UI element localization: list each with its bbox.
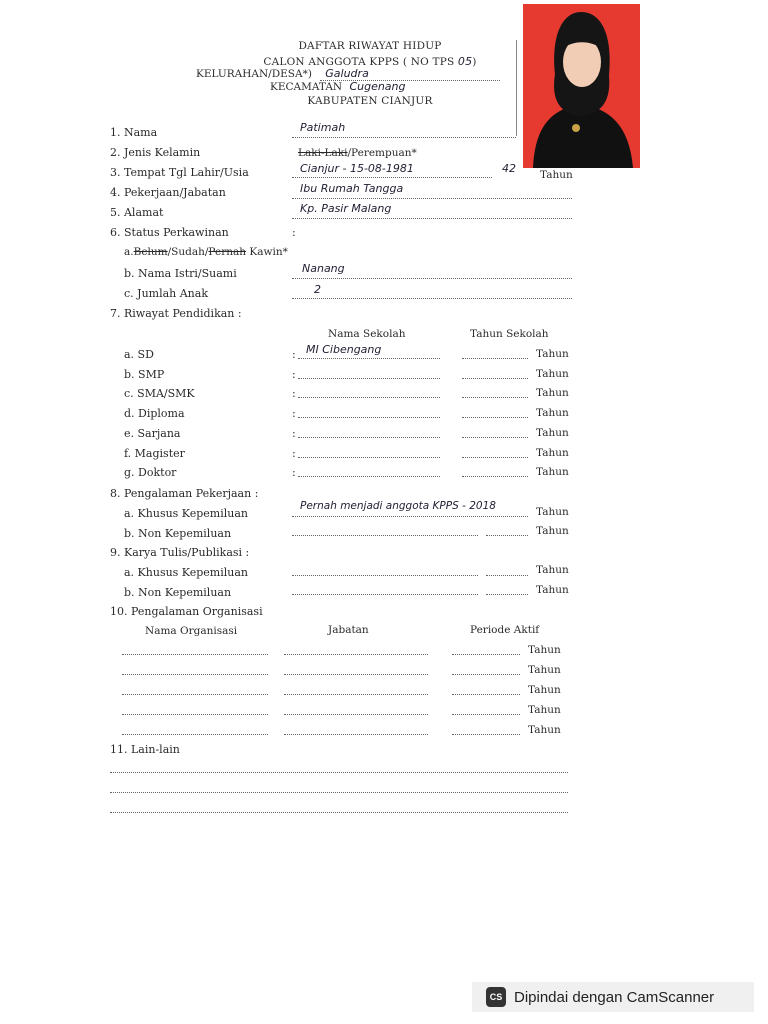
pendidikan-row-year-dots — [462, 437, 528, 438]
kelurahan-label: KELURAHAN/DESA*) — [196, 68, 312, 80]
karya-b-unit: Tahun — [536, 584, 569, 596]
organisasi-row-dots-1 — [122, 674, 268, 675]
pengalaman-b-label: b. Non Kepemiluan — [124, 527, 232, 540]
col-nama-organisasi: Nama Organisasi — [145, 625, 238, 637]
camscanner-logo-icon: CS — [486, 987, 506, 1007]
laki-laki-struck: Laki-Laki — [298, 147, 348, 159]
organisasi-row-unit: Tahun — [528, 664, 561, 676]
pendidikan-row-dots — [298, 457, 440, 458]
pendidikan-row-year-dots — [462, 397, 528, 398]
pengalaman-a-unit: Tahun — [536, 506, 569, 518]
pendidikan-row-dots — [298, 437, 440, 438]
pendidikan-row-year-dots — [462, 476, 528, 477]
pengalaman-a-label: a. Khusus Kepemiluan — [124, 507, 248, 520]
pendidikan-row-colon: : — [292, 407, 296, 420]
karya-a-dots — [292, 575, 478, 576]
usia-unit: Tahun — [540, 169, 573, 181]
pendidikan-row-dots — [298, 476, 440, 477]
pendidikan-row-label: e. Sarjana — [124, 427, 181, 440]
organisasi-row-dots-2 — [284, 734, 428, 735]
lain-line-2 — [110, 792, 568, 793]
sudah-text: /Sudah/ — [167, 246, 209, 258]
photo-portrait — [523, 4, 640, 168]
alamat-dots — [292, 218, 572, 219]
pendidikan-row-year-dots — [462, 358, 528, 359]
photo-border-line — [516, 40, 517, 136]
pendidikan-row-unit: Tahun — [536, 427, 569, 439]
organisasi-row-dots-2 — [284, 654, 428, 655]
organisasi-row-dots-1 — [122, 654, 268, 655]
status-a — [124, 246, 288, 258]
karya-a-unit: Tahun — [536, 564, 569, 576]
title-line2-end: ) — [472, 56, 477, 68]
pendidikan-row-colon: : — [292, 447, 296, 460]
jenis-kelamin-label: 2. Jenis Kelamin — [110, 146, 201, 159]
jenis-kelamin-value — [298, 147, 417, 159]
pendidikan-row-label: d. Diploma — [124, 407, 185, 420]
nama-label: 1. Nama — [110, 126, 158, 139]
pendidikan-row-label: g. Doktor — [124, 466, 177, 479]
title-line4 — [270, 80, 406, 93]
pengalaman-a-value: Pernah menjadi anggota KPPS - 2018 — [300, 500, 496, 512]
organisasi-row-unit: Tahun — [528, 724, 561, 736]
tps-number: 05 — [457, 55, 473, 68]
pendidikan-row-unit: Tahun — [536, 348, 569, 360]
pendidikan-row-dots — [298, 397, 440, 398]
istri-suami-dots — [292, 278, 572, 279]
pendidikan-row-label: c. SMA/SMK — [124, 387, 195, 400]
karya-a-dots2 — [486, 575, 528, 576]
lain-label: 11. Lain-lain — [110, 743, 180, 756]
organisasi-label: 10. Pengalaman Organisasi — [110, 605, 263, 618]
pendidikan-row-label: b. SMP — [124, 368, 165, 381]
pendidikan-row-label: a. SD — [124, 348, 154, 361]
belum-struck: Belum — [133, 246, 168, 258]
pendidikan-row-year-dots — [462, 457, 528, 458]
pengalaman-b-dots2 — [486, 535, 528, 536]
pendidikan-row-colon: : — [292, 466, 296, 479]
desa-value: Galudra — [325, 67, 369, 80]
col-jabatan: Jabatan — [328, 624, 369, 636]
organisasi-row-dots-3 — [452, 734, 520, 735]
organisasi-row-dots-3 — [452, 654, 520, 655]
pengalaman-b-unit: Tahun — [536, 525, 569, 537]
ttl-value: Cianjur - 15-08-1981 — [300, 162, 414, 175]
pernah-struck: Pernah — [208, 246, 247, 258]
organisasi-row-dots-3 — [452, 714, 520, 715]
status-label: 6. Status Perkawinan — [110, 226, 229, 239]
pendidikan-row-colon: : — [292, 427, 296, 440]
pendidikan-label: 7. Riwayat Pendidikan : — [110, 307, 242, 320]
pendidikan-row-dots — [298, 358, 440, 359]
kecamatan-label: KECAMATAN — [270, 81, 343, 93]
karya-b-dots2 — [486, 594, 528, 595]
organisasi-row-unit: Tahun — [528, 684, 561, 696]
pendidikan-row-dots — [298, 378, 440, 379]
usia-value: 42 — [502, 162, 516, 175]
pendidikan-row-unit: Tahun — [536, 447, 569, 459]
pekerjaan-label: 4. Pekerjaan/Jabatan — [110, 186, 226, 199]
pendidikan-row-colon: : — [292, 368, 296, 381]
ttl-dots — [292, 177, 492, 178]
jumlah-anak-dots — [292, 298, 572, 299]
pendidikan-row-colon: : — [292, 348, 296, 361]
col-tahun-sekolah: Tahun Sekolah — [470, 328, 549, 340]
col-periode: Periode Aktif — [470, 624, 540, 636]
karya-b-label: b. Non Kepemiluan — [124, 586, 232, 599]
karya-a-label: a. Khusus Kepemiluan — [124, 566, 248, 579]
organisasi-row-dots-1 — [122, 734, 268, 735]
perempuan-text: /Perempuan* — [347, 147, 417, 159]
ttl-label: 3. Tempat Tgl Lahir/Usia — [110, 166, 249, 179]
pendidikan-row-dots — [298, 417, 440, 418]
pendidikan-row-unit: Tahun — [536, 387, 569, 399]
status-colon: : — [292, 226, 296, 239]
pendidikan-row-unit: Tahun — [536, 466, 569, 478]
pendidikan-row-year-dots — [462, 417, 528, 418]
lain-line-1 — [110, 772, 568, 773]
kawin-text: Kawin* — [246, 246, 288, 258]
alamat-label: 5. Alamat — [110, 206, 164, 219]
pendidikan-row-unit: Tahun — [536, 407, 569, 419]
pekerjaan-value: Ibu Rumah Tangga — [300, 182, 404, 195]
pendidikan-row-label: f. Magister — [124, 447, 185, 460]
pengalaman-label: 8. Pengalaman Pekerjaan : — [110, 487, 259, 500]
nama-value: Patimah — [300, 121, 346, 134]
kecamatan-value: Cugenang — [349, 80, 406, 93]
organisasi-row-dots-2 — [284, 674, 428, 675]
organisasi-row-dots-3 — [452, 694, 520, 695]
karya-label: 9. Karya Tulis/Publikasi : — [110, 546, 250, 559]
pendidikan-row-year-dots — [462, 378, 528, 379]
pendidikan-row-colon: : — [292, 387, 296, 400]
lain-line-3 — [110, 812, 568, 813]
col-nama-sekolah: Nama Sekolah — [328, 328, 406, 340]
alamat-value: Kp. Pasir Malang — [300, 202, 392, 215]
organisasi-row-dots-3 — [452, 674, 520, 675]
jumlah-anak-label: c. Jumlah Anak — [124, 287, 208, 300]
istri-suami-label: b. Nama Istri/Suami — [124, 267, 237, 280]
organisasi-row-dots-2 — [284, 714, 428, 715]
title-line2-text: CALON ANGGOTA KPPS ( NO TPS — [263, 56, 458, 68]
camscanner-watermark — [472, 982, 754, 1012]
pendidikan-row-unit: Tahun — [536, 368, 569, 380]
camscanner-text: Dipindai dengan CamScanner — [514, 988, 715, 1006]
title-line3 — [196, 67, 369, 80]
istri-suami-value: Nanang — [302, 262, 345, 275]
organisasi-row-dots-2 — [284, 694, 428, 695]
organisasi-row-dots-1 — [122, 694, 268, 695]
pekerjaan-dots — [292, 198, 572, 199]
title-line1: DAFTAR RIWAYAT HIDUP — [298, 40, 442, 52]
status-a-prefix: a. — [124, 246, 134, 258]
organisasi-row-dots-1 — [122, 714, 268, 715]
karya-b-dots — [292, 594, 478, 595]
nama-dots — [292, 137, 516, 138]
pendidikan-row-value: MI Cibengang — [306, 343, 382, 356]
organisasi-row-unit: Tahun — [528, 704, 561, 716]
applicant-photo — [523, 4, 640, 168]
organisasi-row-unit: Tahun — [528, 644, 561, 656]
jumlah-anak-value: 2 — [314, 283, 321, 296]
pengalaman-b-dots — [292, 535, 478, 536]
pengalaman-a-dots — [292, 516, 528, 517]
title-line5: KABUPATEN CIANJUR — [307, 95, 433, 107]
